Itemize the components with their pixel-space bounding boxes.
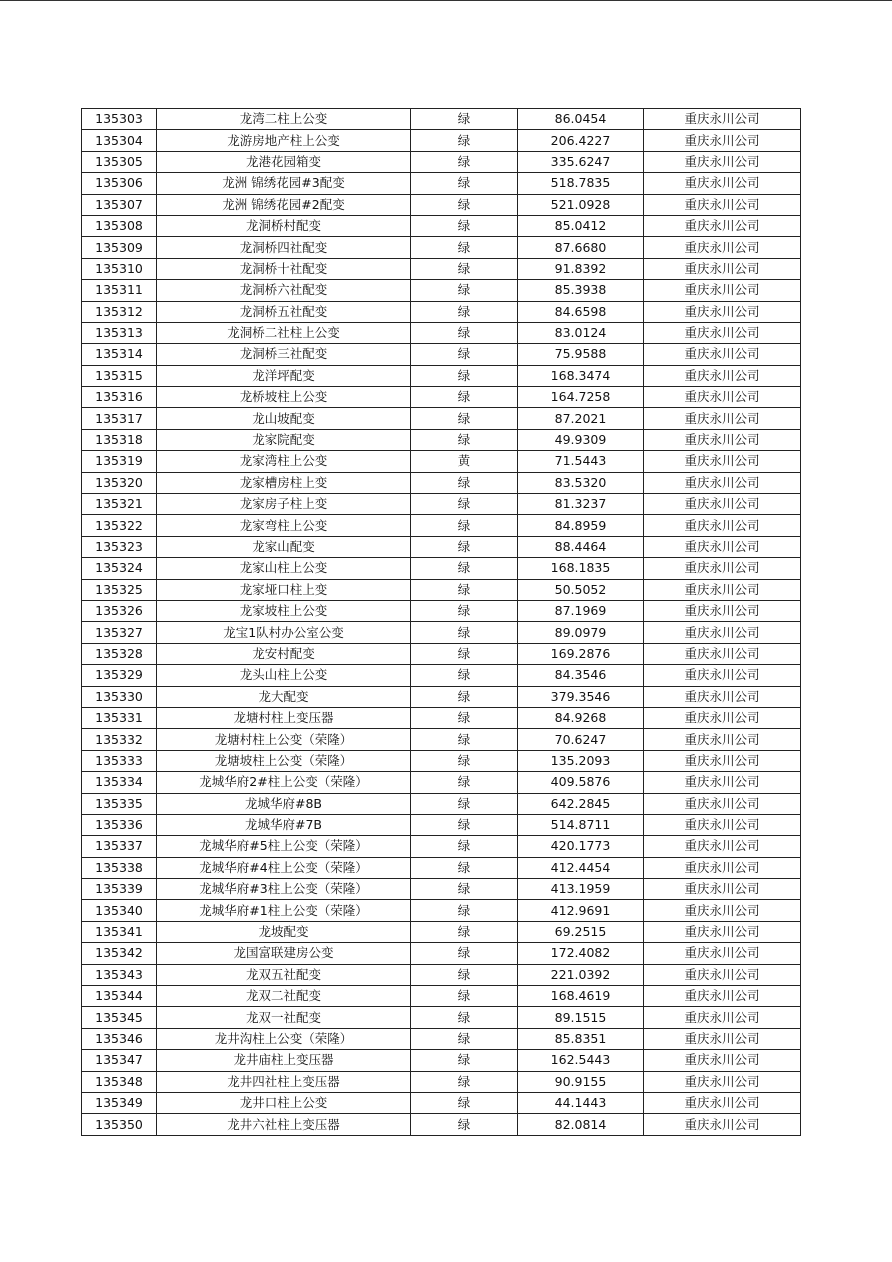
company-cell: 重庆永川公司 [644, 879, 801, 900]
value-cell: 412.9691 [518, 900, 644, 921]
id-cell: 135306 [82, 173, 157, 194]
value-cell: 90.9155 [518, 1071, 644, 1092]
company-cell: 重庆永川公司 [644, 1028, 801, 1049]
name-cell: 龙双五社配变 [157, 964, 411, 985]
name-cell: 龙家弯柱上公变 [157, 515, 411, 536]
company-cell: 重庆永川公司 [644, 793, 801, 814]
name-cell: 龙家槽房柱上变 [157, 472, 411, 493]
value-cell: 221.0392 [518, 964, 644, 985]
company-cell: 重庆永川公司 [644, 258, 801, 279]
company-cell: 重庆永川公司 [644, 814, 801, 835]
table-row [82, 536, 801, 557]
value-cell: 70.6247 [518, 729, 644, 750]
status-cell: 绿 [411, 109, 518, 130]
status-cell: 绿 [411, 1071, 518, 1092]
status-cell: 绿 [411, 986, 518, 1007]
value-cell: 89.1515 [518, 1007, 644, 1028]
name-cell: 龙大配变 [157, 686, 411, 707]
table-row [82, 900, 801, 921]
table-row [82, 943, 801, 964]
value-cell: 85.3938 [518, 280, 644, 301]
status-cell: 绿 [411, 365, 518, 386]
company-cell: 重庆永川公司 [644, 1092, 801, 1113]
company-cell: 重庆永川公司 [644, 1050, 801, 1071]
name-cell: 龙城华府#8B [157, 793, 411, 814]
status-cell: 绿 [411, 494, 518, 515]
status-cell: 绿 [411, 879, 518, 900]
id-cell: 135332 [82, 729, 157, 750]
table-row [82, 665, 801, 686]
table-row [82, 130, 801, 151]
status-cell: 绿 [411, 536, 518, 557]
table-row [82, 109, 801, 130]
status-cell: 绿 [411, 857, 518, 878]
status-cell: 绿 [411, 237, 518, 258]
value-cell: 44.1443 [518, 1092, 644, 1113]
company-cell: 重庆永川公司 [644, 365, 801, 386]
value-cell: 409.5876 [518, 772, 644, 793]
value-cell: 83.0124 [518, 322, 644, 343]
id-cell: 135320 [82, 472, 157, 493]
name-cell: 龙双一社配变 [157, 1007, 411, 1028]
status-cell: 绿 [411, 173, 518, 194]
id-cell: 135344 [82, 986, 157, 1007]
page-top-border [0, 0, 892, 1]
company-cell: 重庆永川公司 [644, 750, 801, 771]
table-row [82, 344, 801, 365]
id-cell: 135309 [82, 237, 157, 258]
status-cell: 绿 [411, 151, 518, 172]
status-cell: 绿 [411, 729, 518, 750]
company-cell: 重庆永川公司 [644, 194, 801, 215]
company-cell: 重庆永川公司 [644, 643, 801, 664]
value-cell: 379.3546 [518, 686, 644, 707]
status-cell: 绿 [411, 258, 518, 279]
id-cell: 135339 [82, 879, 157, 900]
id-cell: 135346 [82, 1028, 157, 1049]
value-cell: 135.2093 [518, 750, 644, 771]
id-cell: 135315 [82, 365, 157, 386]
name-cell: 龙洞桥二社柱上公变 [157, 322, 411, 343]
status-cell: 绿 [411, 1050, 518, 1071]
company-cell: 重庆永川公司 [644, 729, 801, 750]
value-cell: 84.8959 [518, 515, 644, 536]
name-cell: 龙家垭口柱上变 [157, 579, 411, 600]
id-cell: 135308 [82, 215, 157, 236]
status-cell: 绿 [411, 579, 518, 600]
table-row [82, 494, 801, 515]
name-cell: 龙坡配变 [157, 921, 411, 942]
name-cell: 龙头山柱上公变 [157, 665, 411, 686]
status-cell: 绿 [411, 964, 518, 985]
company-cell: 重庆永川公司 [644, 857, 801, 878]
value-cell: 164.7258 [518, 387, 644, 408]
table-row [82, 793, 801, 814]
status-cell: 绿 [411, 558, 518, 579]
table-row [82, 408, 801, 429]
status-cell: 绿 [411, 600, 518, 621]
company-cell: 重庆永川公司 [644, 344, 801, 365]
company-cell: 重庆永川公司 [644, 494, 801, 515]
status-cell: 绿 [411, 750, 518, 771]
value-cell: 83.5320 [518, 472, 644, 493]
name-cell: 龙洞桥六社配变 [157, 280, 411, 301]
name-cell: 龙家院配变 [157, 429, 411, 450]
transformer-table [81, 108, 801, 1136]
name-cell: 龙井四社柱上变压器 [157, 1071, 411, 1092]
company-cell: 重庆永川公司 [644, 451, 801, 472]
id-cell: 135328 [82, 643, 157, 664]
status-cell: 绿 [411, 793, 518, 814]
status-cell: 绿 [411, 215, 518, 236]
value-cell: 521.0928 [518, 194, 644, 215]
id-cell: 135307 [82, 194, 157, 215]
company-cell: 重庆永川公司 [644, 536, 801, 557]
company-cell: 重庆永川公司 [644, 1071, 801, 1092]
company-cell: 重庆永川公司 [644, 772, 801, 793]
table-row [82, 686, 801, 707]
company-cell: 重庆永川公司 [644, 472, 801, 493]
value-cell: 87.6680 [518, 237, 644, 258]
id-cell: 135303 [82, 109, 157, 130]
company-cell: 重庆永川公司 [644, 622, 801, 643]
name-cell: 龙港花园箱变 [157, 151, 411, 172]
status-cell: 绿 [411, 1092, 518, 1113]
id-cell: 135335 [82, 793, 157, 814]
value-cell: 49.9309 [518, 429, 644, 450]
status-cell: 绿 [411, 707, 518, 728]
name-cell: 龙城华府#4柱上公变（荣隆） [157, 857, 411, 878]
name-cell: 龙洞桥三社配变 [157, 344, 411, 365]
company-cell: 重庆永川公司 [644, 986, 801, 1007]
value-cell: 81.3237 [518, 494, 644, 515]
name-cell: 龙洞桥村配变 [157, 215, 411, 236]
id-cell: 135324 [82, 558, 157, 579]
id-cell: 135327 [82, 622, 157, 643]
status-cell: 绿 [411, 921, 518, 942]
table-row [82, 472, 801, 493]
status-cell: 绿 [411, 1028, 518, 1049]
id-cell: 135317 [82, 408, 157, 429]
table-row [82, 1071, 801, 1092]
id-cell: 135341 [82, 921, 157, 942]
status-cell: 黄 [411, 451, 518, 472]
company-cell: 重庆永川公司 [644, 686, 801, 707]
name-cell: 龙洞桥四社配变 [157, 237, 411, 258]
id-cell: 135345 [82, 1007, 157, 1028]
id-cell: 135343 [82, 964, 157, 985]
status-cell: 绿 [411, 280, 518, 301]
id-cell: 135312 [82, 301, 157, 322]
company-cell: 重庆永川公司 [644, 215, 801, 236]
table-row [82, 387, 801, 408]
value-cell: 69.2515 [518, 921, 644, 942]
company-cell: 重庆永川公司 [644, 836, 801, 857]
value-cell: 84.3546 [518, 665, 644, 686]
table-row [82, 579, 801, 600]
table-body [82, 109, 801, 1136]
company-cell: 重庆永川公司 [644, 964, 801, 985]
table-row [82, 879, 801, 900]
value-cell: 87.1969 [518, 600, 644, 621]
table-row [82, 215, 801, 236]
id-cell: 135305 [82, 151, 157, 172]
value-cell: 91.8392 [518, 258, 644, 279]
id-cell: 135338 [82, 857, 157, 878]
table-row [82, 643, 801, 664]
table-row [82, 151, 801, 172]
id-cell: 135329 [82, 665, 157, 686]
name-cell: 龙家山配变 [157, 536, 411, 557]
id-cell: 135325 [82, 579, 157, 600]
table-row [82, 515, 801, 536]
status-cell: 绿 [411, 515, 518, 536]
value-cell: 168.3474 [518, 365, 644, 386]
company-cell: 重庆永川公司 [644, 130, 801, 151]
id-cell: 135311 [82, 280, 157, 301]
id-cell: 135336 [82, 814, 157, 835]
name-cell: 龙双二社配变 [157, 986, 411, 1007]
company-cell: 重庆永川公司 [644, 387, 801, 408]
value-cell: 85.8351 [518, 1028, 644, 1049]
table-row [82, 772, 801, 793]
table-row [82, 857, 801, 878]
value-cell: 82.0814 [518, 1114, 644, 1135]
value-cell: 420.1773 [518, 836, 644, 857]
name-cell: 龙家湾柱上公变 [157, 451, 411, 472]
table-row [82, 836, 801, 857]
value-cell: 71.5443 [518, 451, 644, 472]
table-row [82, 258, 801, 279]
id-cell: 135330 [82, 686, 157, 707]
company-cell: 重庆永川公司 [644, 237, 801, 258]
name-cell: 龙山坡配变 [157, 408, 411, 429]
table-row [82, 237, 801, 258]
value-cell: 50.5052 [518, 579, 644, 600]
name-cell: 龙游房地产柱上公变 [157, 130, 411, 151]
name-cell: 龙家山柱上公变 [157, 558, 411, 579]
table-row [82, 1028, 801, 1049]
table-row [82, 1007, 801, 1028]
name-cell: 龙桥坡柱上公变 [157, 387, 411, 408]
name-cell: 龙国富联建房公变 [157, 943, 411, 964]
status-cell: 绿 [411, 686, 518, 707]
table-row [82, 600, 801, 621]
id-cell: 135337 [82, 836, 157, 857]
table-row [82, 1050, 801, 1071]
status-cell: 绿 [411, 322, 518, 343]
id-cell: 135348 [82, 1071, 157, 1092]
table-row [82, 451, 801, 472]
id-cell: 135350 [82, 1114, 157, 1135]
id-cell: 135313 [82, 322, 157, 343]
company-cell: 重庆永川公司 [644, 408, 801, 429]
status-cell: 绿 [411, 472, 518, 493]
id-cell: 135323 [82, 536, 157, 557]
name-cell: 龙塘村柱上公变（荣隆） [157, 729, 411, 750]
value-cell: 412.4454 [518, 857, 644, 878]
status-cell: 绿 [411, 772, 518, 793]
id-cell: 135334 [82, 772, 157, 793]
name-cell: 龙宝1队村办公室公变 [157, 622, 411, 643]
table-row [82, 750, 801, 771]
company-cell: 重庆永川公司 [644, 579, 801, 600]
name-cell: 龙井庙柱上变压器 [157, 1050, 411, 1071]
status-cell: 绿 [411, 301, 518, 322]
company-cell: 重庆永川公司 [644, 515, 801, 536]
name-cell: 龙湾二柱上公变 [157, 109, 411, 130]
table-row [82, 429, 801, 450]
company-cell: 重庆永川公司 [644, 921, 801, 942]
table-row [82, 194, 801, 215]
status-cell: 绿 [411, 814, 518, 835]
status-cell: 绿 [411, 429, 518, 450]
status-cell: 绿 [411, 943, 518, 964]
value-cell: 162.5443 [518, 1050, 644, 1071]
value-cell: 514.8711 [518, 814, 644, 835]
table-row [82, 622, 801, 643]
name-cell: 龙城华府#5柱上公变（荣隆） [157, 836, 411, 857]
table-row [82, 365, 801, 386]
status-cell: 绿 [411, 408, 518, 429]
status-cell: 绿 [411, 900, 518, 921]
value-cell: 89.0979 [518, 622, 644, 643]
name-cell: 龙井沟柱上公变（荣隆） [157, 1028, 411, 1049]
name-cell: 龙城华府2#柱上公变（荣隆） [157, 772, 411, 793]
company-cell: 重庆永川公司 [644, 173, 801, 194]
name-cell: 龙家坡柱上公变 [157, 600, 411, 621]
id-cell: 135326 [82, 600, 157, 621]
value-cell: 168.4619 [518, 986, 644, 1007]
value-cell: 413.1959 [518, 879, 644, 900]
name-cell: 龙安村配变 [157, 643, 411, 664]
id-cell: 135349 [82, 1092, 157, 1113]
company-cell: 重庆永川公司 [644, 665, 801, 686]
value-cell: 86.0454 [518, 109, 644, 130]
company-cell: 重庆永川公司 [644, 109, 801, 130]
id-cell: 135347 [82, 1050, 157, 1071]
value-cell: 172.4082 [518, 943, 644, 964]
company-cell: 重庆永川公司 [644, 943, 801, 964]
table-row [82, 1092, 801, 1113]
value-cell: 88.4464 [518, 536, 644, 557]
id-cell: 135322 [82, 515, 157, 536]
id-cell: 135319 [82, 451, 157, 472]
table-row [82, 558, 801, 579]
id-cell: 135333 [82, 750, 157, 771]
table-row [82, 921, 801, 942]
id-cell: 135310 [82, 258, 157, 279]
status-cell: 绿 [411, 665, 518, 686]
value-cell: 206.4227 [518, 130, 644, 151]
status-cell: 绿 [411, 1007, 518, 1028]
table-row [82, 814, 801, 835]
status-cell: 绿 [411, 836, 518, 857]
table-row [82, 964, 801, 985]
name-cell: 龙城华府#7B [157, 814, 411, 835]
name-cell: 龙塘坡柱上公变（荣隆） [157, 750, 411, 771]
value-cell: 85.0412 [518, 215, 644, 236]
name-cell: 龙井口柱上公变 [157, 1092, 411, 1113]
company-cell: 重庆永川公司 [644, 322, 801, 343]
status-cell: 绿 [411, 194, 518, 215]
id-cell: 135316 [82, 387, 157, 408]
id-cell: 135331 [82, 707, 157, 728]
status-cell: 绿 [411, 643, 518, 664]
company-cell: 重庆永川公司 [644, 1114, 801, 1135]
value-cell: 518.7835 [518, 173, 644, 194]
value-cell: 642.2845 [518, 793, 644, 814]
value-cell: 168.1835 [518, 558, 644, 579]
id-cell: 135318 [82, 429, 157, 450]
name-cell: 龙洲 锦绣花园#2配变 [157, 194, 411, 215]
id-cell: 135304 [82, 130, 157, 151]
id-cell: 135342 [82, 943, 157, 964]
name-cell: 龙洞桥五社配变 [157, 301, 411, 322]
company-cell: 重庆永川公司 [644, 151, 801, 172]
company-cell: 重庆永川公司 [644, 558, 801, 579]
value-cell: 84.9268 [518, 707, 644, 728]
status-cell: 绿 [411, 622, 518, 643]
status-cell: 绿 [411, 130, 518, 151]
name-cell: 龙井六社柱上变压器 [157, 1114, 411, 1135]
company-cell: 重庆永川公司 [644, 301, 801, 322]
table-row [82, 729, 801, 750]
value-cell: 335.6247 [518, 151, 644, 172]
company-cell: 重庆永川公司 [644, 280, 801, 301]
id-cell: 135340 [82, 900, 157, 921]
name-cell: 龙洲 锦绣花园#3配变 [157, 173, 411, 194]
company-cell: 重庆永川公司 [644, 600, 801, 621]
company-cell: 重庆永川公司 [644, 1007, 801, 1028]
id-cell: 135321 [82, 494, 157, 515]
name-cell: 龙洞桥十社配变 [157, 258, 411, 279]
name-cell: 龙塘村柱上变压器 [157, 707, 411, 728]
table-row [82, 173, 801, 194]
status-cell: 绿 [411, 387, 518, 408]
table-row [82, 280, 801, 301]
table-row [82, 301, 801, 322]
name-cell: 龙家房子柱上变 [157, 494, 411, 515]
table-row [82, 1114, 801, 1135]
name-cell: 龙城华府#1柱上公变（荣隆） [157, 900, 411, 921]
value-cell: 84.6598 [518, 301, 644, 322]
company-cell: 重庆永川公司 [644, 707, 801, 728]
table-row [82, 986, 801, 1007]
company-cell: 重庆永川公司 [644, 900, 801, 921]
name-cell: 龙洋坪配变 [157, 365, 411, 386]
value-cell: 169.2876 [518, 643, 644, 664]
name-cell: 龙城华府#3柱上公变（荣隆） [157, 879, 411, 900]
table-row [82, 322, 801, 343]
table-row [82, 707, 801, 728]
id-cell: 135314 [82, 344, 157, 365]
company-cell: 重庆永川公司 [644, 429, 801, 450]
value-cell: 87.2021 [518, 408, 644, 429]
status-cell: 绿 [411, 1114, 518, 1135]
status-cell: 绿 [411, 344, 518, 365]
value-cell: 75.9588 [518, 344, 644, 365]
